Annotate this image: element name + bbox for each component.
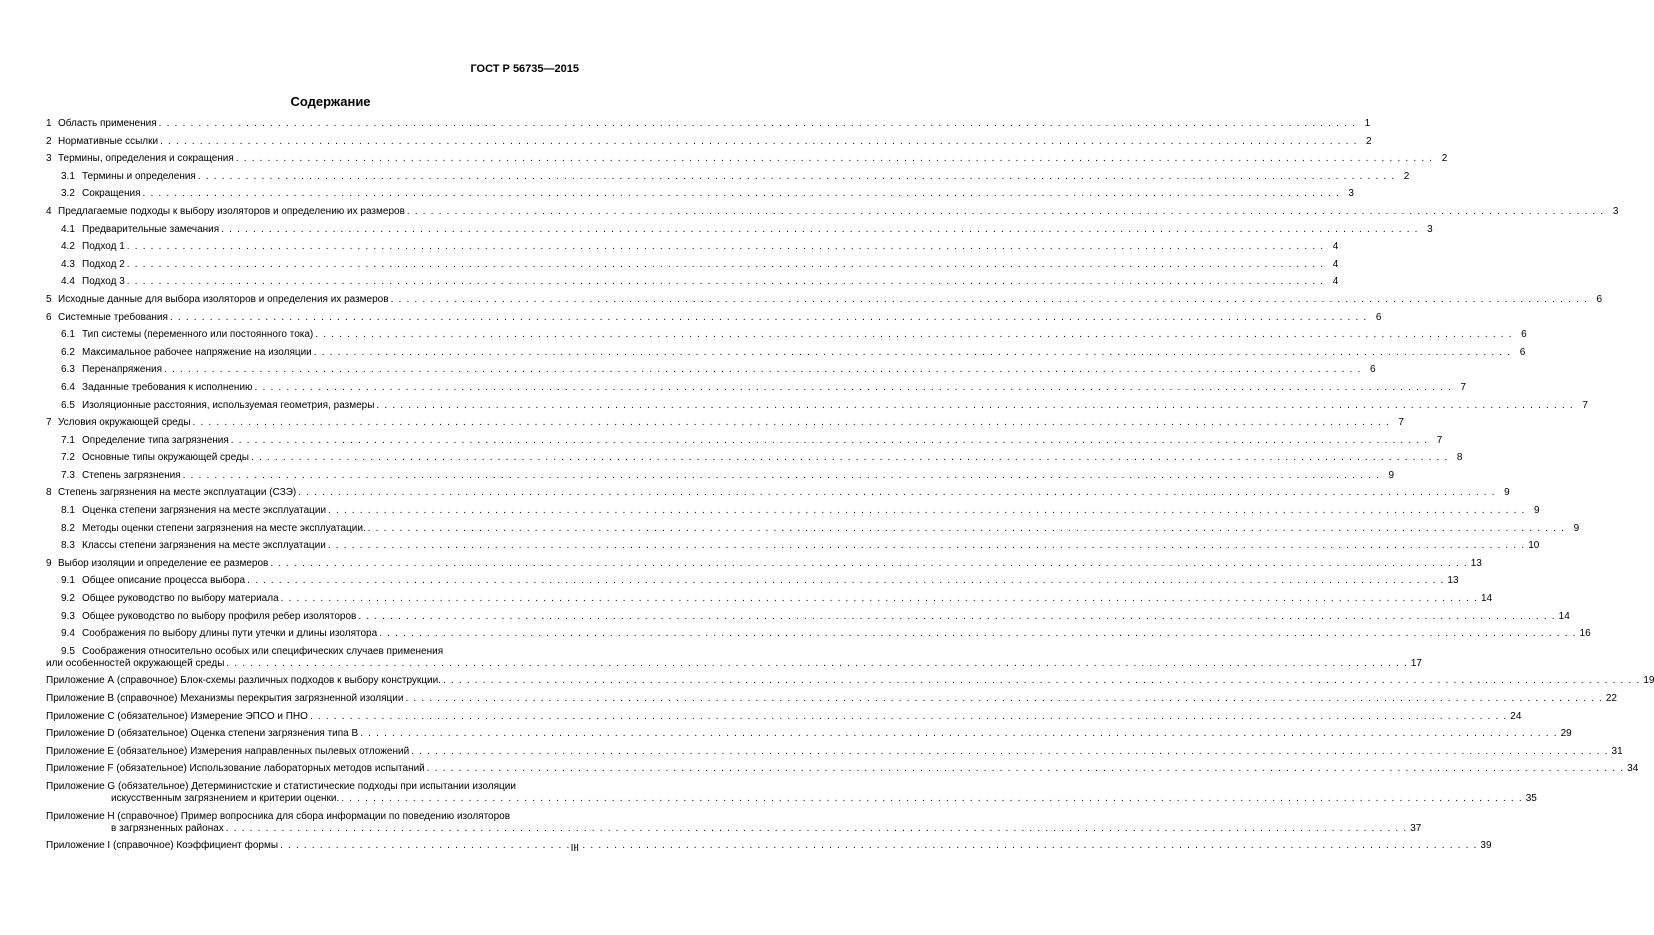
appendix-entry	[46, 840, 1492, 852]
toc-entry	[46, 223, 1433, 236]
toc-entry-page: 6	[1375, 311, 1382, 323]
dot-leader	[236, 153, 1433, 165]
toc-entry	[46, 205, 1619, 218]
dot-leader	[226, 658, 1408, 670]
toc-entry-number: 9.4	[61, 628, 75, 640]
toc-entry-title: Изоляционные расстояния, используемая геометрия, размеры	[82, 399, 375, 411]
document-id: ГОСТ Р 56735—2015	[470, 63, 579, 75]
toc-entry	[46, 540, 1540, 552]
toc-entry-page: 14	[1481, 593, 1493, 605]
toc-entry-number: 9.5	[61, 645, 75, 657]
toc-entry-number: 8.1	[61, 505, 75, 517]
toc-entry-title: Нормативные ссылки	[58, 135, 159, 147]
toc-entry-number: 6.5	[61, 399, 75, 411]
toc-entry-page: 16	[1579, 628, 1591, 640]
toc-entry-label	[46, 746, 409, 758]
toc-entry-label	[61, 505, 326, 517]
appendix-entry	[46, 780, 1537, 805]
dot-leader	[127, 276, 1324, 288]
dot-leader	[127, 259, 1324, 271]
toc-entry-title: Область применения	[58, 118, 157, 129]
toc-entry-title: Заданные требования к исполнению	[82, 381, 253, 393]
toc-entry-page: 34	[1627, 763, 1639, 775]
toc-entry-title: Сокращения	[82, 188, 141, 200]
toc-entry-page: 4	[1332, 276, 1339, 288]
toc-entry-page: 4	[1332, 258, 1339, 270]
toc-entry	[46, 118, 1371, 130]
toc-entry-number: 7.1	[61, 434, 75, 446]
dot-leader	[160, 136, 1357, 148]
toc-entry-page: 7	[1436, 434, 1443, 446]
toc-entry-label	[46, 312, 168, 324]
toc-entry-label	[61, 171, 196, 183]
toc-entry-label	[61, 224, 219, 236]
toc-entry-title: Методы оценки степени загрязнения на месте эксплуатации.	[82, 522, 366, 534]
toc-entry-label	[61, 593, 279, 605]
toc-entry-title: Приложение С (обязательное) Измерение ЭПСО и ПНО	[46, 710, 308, 722]
toc-entry-title: Общее руководство по выбору профиля ребер изоляторов	[82, 610, 357, 622]
toc-entry	[46, 364, 1376, 376]
toc-entry-label	[46, 693, 403, 705]
toc-entry-title: Исходные данные для выбора изоляторов и определения их размеров	[58, 293, 389, 305]
toc-entry-label	[46, 840, 278, 852]
toc-entry-page: 1	[1364, 118, 1371, 129]
toc-entry-number: 9.1	[61, 575, 75, 587]
toc-entry-title: Соображения по выбору длины пути утечки и длины изолятора	[82, 628, 378, 640]
toc-entry-page: 22	[1605, 693, 1617, 704]
toc-entry-label	[61, 435, 229, 447]
toc-entry-page: 13	[1447, 575, 1459, 587]
dot-leader	[315, 329, 1512, 341]
appendix-entry-line	[46, 793, 1537, 805]
dot-leader	[193, 417, 1390, 429]
toc-entry	[46, 452, 1463, 464]
toc-entry	[46, 311, 1382, 324]
dot-leader	[164, 364, 1361, 376]
toc-entry-number: 7	[46, 417, 52, 429]
appendix-entry	[46, 728, 1572, 740]
toc-entry	[46, 135, 1372, 148]
toc-entry-number: 6.1	[61, 329, 75, 341]
toc-entry-title: Приложение А (справочное) Блок-схемы различных подходов к выбору конструкции.	[46, 675, 441, 687]
dot-leader	[255, 382, 1452, 394]
toc-entry-page: 24	[1510, 710, 1522, 722]
toc-entry-label	[61, 470, 181, 482]
page-title: Содержание	[290, 94, 371, 109]
dot-leader	[379, 628, 1576, 640]
dot-leader	[170, 312, 1367, 324]
toc-entry-number: 7.2	[61, 452, 75, 464]
appendix-entry	[46, 810, 1422, 835]
toc-entry-page: 9	[1388, 469, 1395, 481]
toc-entry-label	[61, 329, 313, 341]
toc-entry-page: 9	[1504, 487, 1510, 499]
toc-entry-label	[61, 523, 366, 535]
toc-entry-number: 6.4	[61, 381, 75, 393]
toc-entry-title: Общее руководство по выбору материала	[82, 593, 279, 605]
toc-entry-title: Подход 3	[82, 276, 125, 288]
toc-entry-page: 14	[1558, 610, 1570, 622]
toc-entry-title: Предварительные замечания	[82, 223, 220, 235]
toc-entry	[46, 434, 1443, 447]
toc-entry-title: Оценка степени загрязнения на месте эксплуатации	[82, 505, 327, 517]
toc-entry-page: 35	[1525, 792, 1537, 804]
toc-entry-title: Основные типы окружающей среды	[82, 452, 249, 464]
toc-entry-title: Соображения относительно особых или специфических случаев применения	[82, 645, 444, 657]
toc-entry-page: 9	[1533, 505, 1540, 517]
toc-entry-title: или особенностей окружающей среды	[46, 657, 225, 669]
toc-entry-label	[61, 575, 245, 587]
dot-leader	[281, 593, 1478, 605]
toc-entry	[46, 346, 1526, 359]
dot-leader	[391, 294, 1588, 306]
toc-entry-label	[61, 241, 125, 253]
toc-entry-number: 9	[46, 557, 52, 569]
dot-leader	[159, 118, 1356, 130]
toc-entry	[46, 241, 1339, 253]
toc-entry	[46, 557, 1482, 570]
toc-entry-title: Условия окружающей среды	[58, 417, 191, 429]
toc-entry-number: 1	[46, 118, 52, 129]
toc-entry-number: 3	[46, 153, 52, 165]
dot-leader	[221, 224, 1418, 236]
toc-entry-page: 3	[1612, 205, 1619, 217]
dot-leader	[427, 763, 1624, 775]
toc-entry-title: Приложение I (справочное) Коэффициент формы	[46, 840, 279, 852]
toc-entry-title: Общее описание процесса выбора	[82, 575, 246, 587]
toc-entry-label	[46, 153, 234, 165]
toc-entry-number: 6.3	[61, 364, 75, 376]
toc-entry-title: Перенапряжения	[82, 364, 163, 376]
toc-entry-page: 31	[1611, 745, 1623, 757]
dot-leader	[298, 487, 1495, 499]
appendix-entry-body	[46, 781, 1537, 805]
appendix-entry-line	[46, 823, 1421, 835]
toc-entry-number: 3.1	[61, 170, 75, 182]
toc-entry	[46, 188, 1354, 200]
toc-entry	[46, 487, 1510, 499]
dot-leader	[280, 840, 1477, 852]
toc-entry-page: 10	[1528, 540, 1540, 552]
toc-entry	[46, 522, 1580, 535]
toc-entry	[46, 258, 1339, 271]
toc-entry-page: 6	[1521, 329, 1527, 341]
toc-entry-title: Приложение D (обязательное) Оценка степени загрязнения типа В	[46, 728, 359, 740]
toc-entry-label	[61, 452, 249, 464]
toc-entry-page: 3	[1427, 223, 1433, 235]
dot-leader	[360, 728, 1557, 740]
table-of-contents	[46, 118, 1654, 858]
toc-entry-page: 37	[1410, 822, 1422, 834]
toc-entry-title: Максимальное рабочее напряжение на изоляции	[82, 346, 312, 358]
toc-entry-label	[61, 628, 377, 640]
appendix-entry	[46, 675, 1654, 687]
toc-entry-title: Термины, определения и сокращения	[58, 153, 234, 165]
toc-entry-label	[61, 540, 326, 552]
dot-leader	[368, 523, 1565, 535]
toc-entry-page: 2	[1366, 135, 1372, 147]
appendix-entry-line: Приложение Н (справочное) Пример вопросника для сбора информации по поведению изоляторов	[46, 810, 511, 822]
toc-entry-title: Подход 2	[82, 258, 125, 270]
toc-entry-title: Приложение В (справочное) Механизмы перекрытия загрязненной изоляции	[46, 693, 404, 704]
toc-entry-page: 6	[1596, 293, 1603, 305]
dot-leader	[328, 540, 1525, 552]
toc-entry	[46, 628, 1591, 640]
toc-entry-page: 8	[1456, 452, 1463, 464]
toc-entry-number: 8.3	[61, 540, 75, 552]
toc-entry-label	[46, 487, 296, 499]
toc-entry-page: 3	[1348, 188, 1354, 200]
toc-entry-label	[61, 382, 253, 394]
toc-entry-number: 4.4	[61, 276, 75, 288]
toc-entry-label	[46, 711, 308, 723]
toc-entry-title: Классы степени загрязнения на месте эксплуатации	[82, 540, 326, 552]
toc-entry-number: 4.2	[61, 241, 75, 253]
toc-entry-label	[61, 364, 162, 376]
dot-leader	[376, 400, 1573, 412]
dot-leader	[405, 693, 1602, 705]
appendix-entry	[46, 745, 1623, 758]
toc-entry-title: Определение типа загрязнения	[82, 434, 229, 446]
toc-entry-label	[61, 611, 356, 623]
toc-entry-label	[46, 136, 158, 148]
dot-leader	[251, 452, 1448, 464]
toc-entry-page: 7	[1460, 381, 1467, 393]
toc-entry-label	[61, 347, 312, 359]
toc-entry-number: 2	[46, 135, 52, 147]
toc-entry	[46, 645, 1422, 670]
toc-entry-label	[61, 276, 125, 288]
toc-entry-number: 9.3	[61, 610, 75, 622]
toc-entry-label	[46, 763, 425, 775]
toc-entry-title: Тип системы (переменного или постоянного тока)	[82, 329, 314, 341]
toc-entry	[46, 505, 1540, 517]
toc-entry-page: 6	[1369, 364, 1376, 376]
dot-leader	[411, 746, 1608, 758]
toc-entry-label	[46, 675, 441, 687]
toc-entry-number: 9.2	[61, 593, 75, 605]
toc-entry	[46, 575, 1459, 587]
dot-leader	[358, 611, 1555, 623]
toc-entry-title: Системные требования	[58, 311, 168, 323]
toc-entry-page: 7	[1582, 399, 1588, 411]
toc-entry-title: Приложение F (обязательное) Использование лабораторных методов испытаний	[46, 763, 425, 775]
toc-entry-label	[61, 259, 125, 271]
toc-entry-title: Выбор изоляции и определение ее размеров	[58, 557, 269, 569]
page-number: III	[570, 843, 579, 854]
toc-entry-number: 3.2	[61, 188, 75, 200]
toc-entry	[46, 329, 1527, 341]
dot-leader	[183, 470, 1380, 482]
toc-entry-label	[46, 206, 405, 218]
dot-leader	[314, 347, 1511, 359]
toc-entry	[46, 381, 1467, 394]
toc-entry-number: 4	[46, 205, 52, 217]
toc-entry-page: 17	[1410, 657, 1422, 669]
toc-entry-page: 19	[1643, 675, 1654, 687]
toc-entry-number: 4.3	[61, 258, 75, 270]
dot-leader	[328, 505, 1525, 517]
toc-entry	[46, 170, 1410, 183]
appendix-entry	[46, 763, 1639, 775]
toc-entry	[46, 610, 1570, 623]
toc-entry	[46, 399, 1588, 412]
dot-leader	[127, 241, 1324, 253]
toc-entry-page: 6	[1519, 346, 1526, 358]
toc-entry-number: 4.1	[61, 223, 75, 235]
appendix-entry-body	[46, 811, 1421, 835]
dot-leader	[226, 823, 1408, 835]
toc-entry-page: 2	[1403, 170, 1410, 182]
toc-entry-number: 6.2	[61, 346, 75, 358]
dot-leader	[247, 575, 1444, 587]
toc-entry	[46, 593, 1493, 605]
toc-entry-page: 2	[1441, 153, 1448, 165]
toc-entry-page: 13	[1470, 557, 1482, 569]
toc-entry-label	[61, 188, 140, 200]
appendix-entry-title: в загрязненных районах	[111, 822, 224, 834]
toc-entry-label	[61, 400, 374, 412]
appendix-entry-title: искусственным загрязнением и критерии оценки.	[111, 792, 340, 804]
toc-entry-number: 7.3	[61, 469, 75, 481]
toc-entry-label	[46, 417, 191, 429]
toc-entry-label	[46, 728, 358, 740]
toc-entry-page: 7	[1398, 417, 1404, 429]
toc-entry-line	[61, 646, 1422, 658]
appendix-entry	[46, 693, 1617, 705]
dot-leader	[142, 188, 1339, 200]
toc-entry-title: Степень загрязнения	[82, 469, 181, 481]
toc-entry-number: 5	[46, 293, 52, 305]
toc-entry-label	[46, 118, 157, 130]
dot-leader	[310, 711, 1507, 723]
toc-entry-page: 4	[1332, 241, 1339, 253]
toc-entry-body	[46, 645, 1422, 670]
toc-entry-number: 8.2	[61, 522, 75, 534]
toc-entry-title: Предлагаемые подходы к выбору изоляторов и определению их размеров	[58, 205, 405, 217]
dot-leader	[443, 675, 1640, 687]
toc-entry-title: Степень загрязнения на месте эксплуатации (СЗЭ)	[58, 487, 297, 499]
toc-entry-label	[46, 294, 389, 306]
dot-leader	[407, 206, 1604, 218]
toc-entry	[46, 417, 1404, 429]
toc-entry-number: 6	[46, 311, 52, 323]
dot-leader	[270, 558, 1467, 570]
toc-entry	[46, 293, 1603, 306]
toc-entry-number: 8	[46, 487, 52, 499]
toc-entry-line	[46, 658, 1422, 670]
appendix-entry	[46, 710, 1522, 723]
dot-leader	[341, 793, 1523, 805]
toc-entry-page: 39	[1480, 840, 1492, 852]
toc-entry-page: 9	[1573, 522, 1580, 534]
toc-entry-title: Термины и определения	[82, 170, 196, 182]
toc-entry	[46, 153, 1448, 165]
toc-entry	[46, 276, 1339, 288]
toc-entry	[46, 469, 1395, 482]
toc-entry-label	[46, 558, 268, 570]
appendix-entry-line: Приложение G (обязательное) Детерминистские и статистические подходы при испытании изоляции	[46, 780, 516, 792]
toc-entry-title: Приложение Е (обязательное) Измерения направленных пылевых отложений	[46, 745, 410, 757]
toc-entry-title: Подход 1	[82, 241, 125, 253]
dot-leader	[198, 171, 1395, 183]
toc-entry-page: 29	[1560, 728, 1572, 740]
dot-leader	[231, 435, 1428, 447]
